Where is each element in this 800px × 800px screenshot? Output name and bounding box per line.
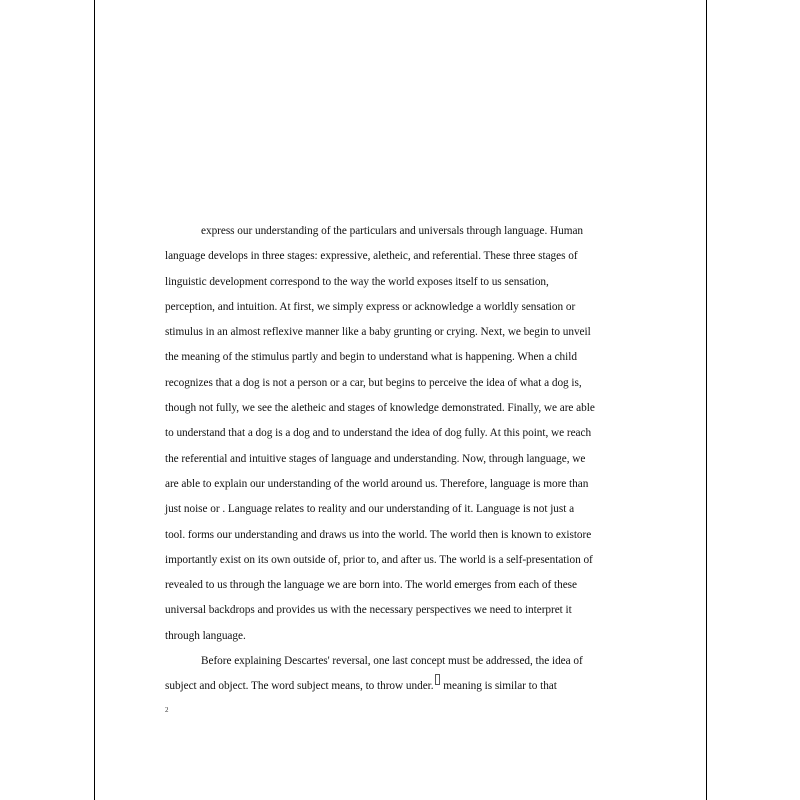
text-line: just noise or . Language relates to reality and our understanding of it. Language is not just a [165,503,575,516]
text-line: Before explaining Descartes' reversal, one last concept must be addressed, the idea of [201,655,583,668]
footnote-reference-icon[interactable] [435,674,440,685]
text-line: the meaning of the stimulus partly and begin to understand what is happening. When a child [165,351,577,364]
text-line: language develops in three stages: expressive, aletheic, and referential. These three stages of [165,250,578,263]
text-line: revealed to us through the language we are born into. The world emerges from each of these [165,579,577,592]
text-line: perception, and intuition. At first, we simply express or acknowledge a worldly sensation or [165,300,576,313]
text-line: are able to explain our understanding of the world around us. Therefore, language is more than [165,477,589,490]
text-line: though not fully, we see the aletheic and stages of knowledge demonstrated. Finally, we are able [165,402,595,415]
footnote-marker: 2 [165,706,169,714]
text-line: tool. forms our understanding and draws us into the world. The world then is known to existore [165,528,592,541]
text-line [165,674,640,699]
text-line: to understand that a dog is a dog and to understand the idea of dog fully. At this point, we reach [165,427,592,440]
text-line: stimulus in an almost reflexive manner like a baby grunting or crying. Next, we begin to unveil [165,326,591,339]
body-text [165,219,640,700]
text-line: linguistic development correspond to the way the world exposes itself to us sensation, [165,275,549,288]
text-line: importantly exist on its own outside of, prior to, and after us. The world is a self-presentation of [165,553,593,566]
text-line: through language. [165,629,246,642]
text-line: recognizes that a dog is not a person or a car, but begins to perceive the idea of what a dog is, [165,376,582,389]
text-line: universal backdrops and provides us with the necessary perspectives we need to interpret it [165,604,572,617]
text-segment: meaning is similar to that [440,680,557,693]
text-line: express our understanding of the particulars and universals through language. Human [201,225,584,237]
text-line: the referential and intuitive stages of language and understanding. Now, through language, we [165,452,586,465]
text-segment: subject and object. The word subject means, to throw under. [165,680,434,693]
